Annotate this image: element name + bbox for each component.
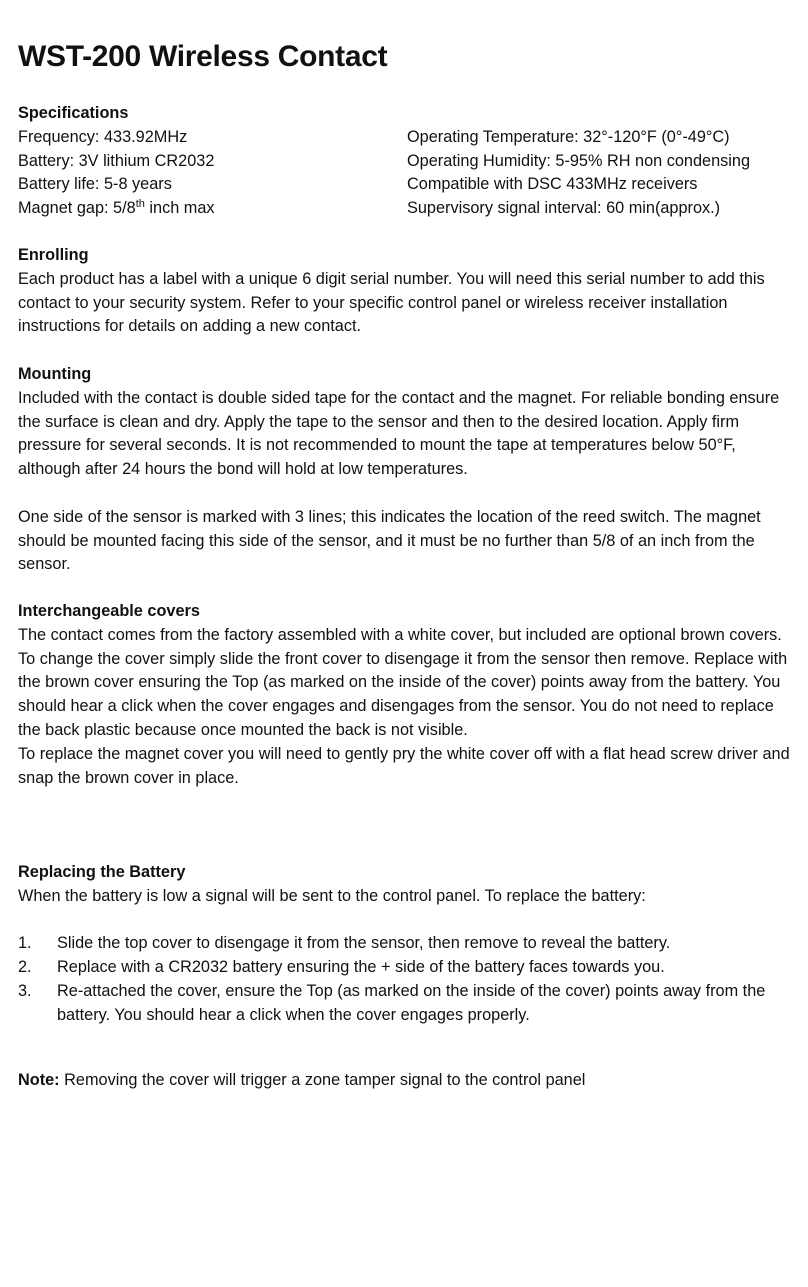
list-item-text: Re-attached the cover, ensure the Top (as marked on the inside of the cover) points away from the battery. You should hear a click when the cover engages properly.: [57, 981, 766, 1024]
covers-text-1: The contact comes from the factory assembled with a white cover, but included are optional brown covers. To change the cover simply slide the front cover to disengage it from the sensor then remove. Replace with the brown cover ensuring the Top (as marked on the inside of the cover) points away from the battery. You should hear a click when the cover engages and disengages from the sensor. You do not need to replace the back plastic because once mounted the back is not visible.: [18, 625, 788, 739]
spec-operating-temperature: Operating Temperature: 32°-120°F (0°-49°C): [407, 127, 730, 146]
spec-operating-humidity: Operating Humidity: 5-95% RH non condensing: [407, 151, 750, 170]
spec-row: [18, 197, 798, 221]
mounting-section: [18, 363, 798, 577]
battery-heading: Replacing the Battery: [18, 863, 186, 881]
spec-row: [18, 173, 798, 197]
spec-row: [18, 150, 798, 174]
spec-row: [18, 126, 798, 150]
list-item-number: 3.: [18, 981, 32, 1000]
list-item-text: Slide the top cover to disengage it from the sensor, then remove to reveal the battery.: [57, 934, 671, 953]
spec-battery-life: Battery life: 5-8 years: [18, 175, 172, 194]
battery-steps-list: [18, 932, 798, 1027]
enrolling-section: [18, 244, 798, 339]
list-item: [18, 956, 798, 980]
note-text: Removing the cover will trigger a zone tamper signal to the control panel: [59, 1071, 586, 1089]
spec-battery: Battery: 3V lithium CR2032: [18, 151, 215, 170]
battery-section: [18, 861, 798, 1028]
list-item: [18, 932, 798, 956]
enrolling-heading: Enrolling: [18, 246, 89, 264]
magnet-gap-suffix: inch max: [144, 199, 215, 218]
mounting-text-1: Included with the contact is double sided tape for the contact and the magnet. For reliable bonding ensure the surface is clean and dry. Apply the tape to the sensor and then to the desired location. Apply firm pressure for several seconds. It is not recommended to mount the tape at temperatures below 50°F, although after 24 hours the bond will hold at low temperatures.: [18, 388, 780, 479]
spec-magnet-gap: [18, 197, 215, 221]
specifications-section: [18, 102, 798, 221]
covers-text-2: To replace the magnet cover you will need to gently pry the white cover off with a flat head screw driver and snap the brown cover in place.: [18, 744, 790, 787]
list-item-number: 1.: [18, 934, 32, 953]
battery-intro: When the battery is low a signal will be sent to the control panel. To replace the battery:: [18, 886, 646, 905]
note-label: Note:: [18, 1071, 60, 1089]
covers-section: [18, 600, 798, 790]
spec-frequency: Frequency: 433.92MHz: [18, 127, 188, 146]
magnet-gap-superscript: th: [135, 198, 145, 211]
spec-compatibility: Compatible with DSC 433MHz receivers: [407, 175, 698, 194]
list-item-text: Replace with a CR2032 battery ensuring the + side of the battery faces towards you.: [57, 958, 665, 977]
list-item-number: 2.: [18, 958, 32, 977]
specifications-heading: Specifications: [18, 104, 129, 122]
document-title: WST-200 Wireless Contact: [18, 40, 388, 73]
list-item: [18, 980, 798, 1028]
magnet-gap-prefix: Magnet gap: 5/8: [18, 199, 136, 218]
spec-supervisory-interval: Supervisory signal interval: 60 min(approx.): [407, 199, 721, 218]
note-section: [18, 1069, 798, 1093]
covers-heading: Interchangeable covers: [18, 602, 200, 620]
mounting-text-2: One side of the sensor is marked with 3 lines; this indicates the location of the reed switch. The magnet should be mounted facing this side of the sensor, and it must be no further than 5/8 of an inch from the sensor.: [18, 507, 761, 574]
enrolling-text: Each product has a label with a unique 6 digit serial number. You will need this serial number to add this contact to your security system. Refer to your specific control panel or wireless receiver installation instructions for details on adding a new contact.: [18, 269, 765, 336]
mounting-heading: Mounting: [18, 365, 92, 383]
